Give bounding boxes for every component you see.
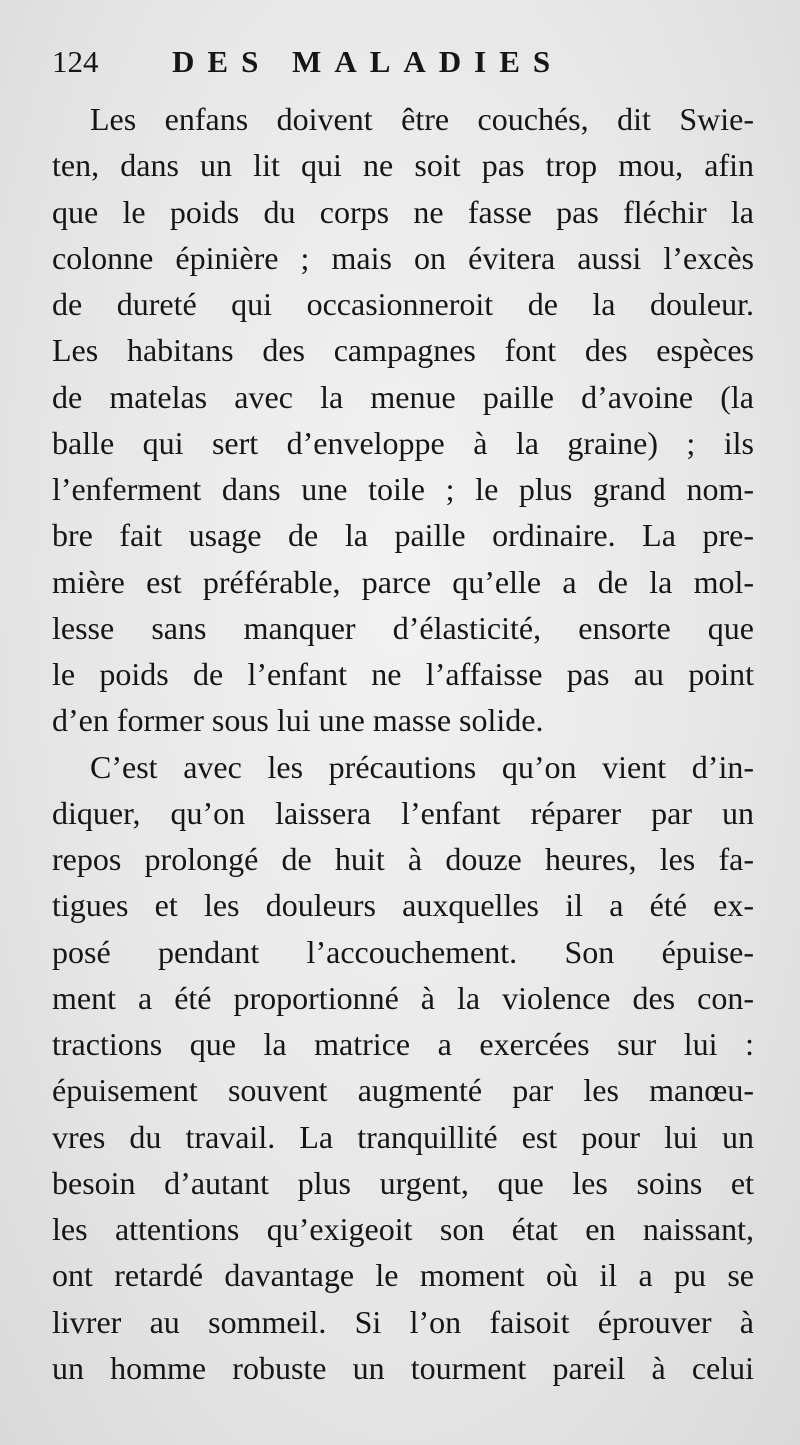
text-line: Les habitans des campagnes font des espèces	[52, 332, 754, 369]
text-line: d’en former sous lui une masse solide.	[52, 702, 544, 739]
text-line: ont retardé davantage le moment où il a pu se	[52, 1257, 754, 1294]
text-line: C’est avec les précautions qu’on vient d’in-	[90, 748, 754, 785]
text-line: tigues et les douleurs auxquelles il a été ex-	[52, 887, 754, 924]
text-line: mière est préférable, parce qu’elle a de la mol-	[52, 563, 754, 600]
text-line: que le poids du corps ne fasse pas fléchir la	[52, 193, 754, 230]
text-line: besoin d’autant plus urgent, que les soins et	[52, 1164, 754, 1201]
text-line: colonne épinière ; mais on évitera aussi l’excès	[52, 239, 754, 276]
text-line: posé pendant l’accouchement. Son épuise-	[52, 933, 754, 970]
text-line: épuisement souvent augmenté par les manœu-	[52, 1072, 754, 1109]
text-line: Les enfans doivent être couchés, dit Swie-	[90, 101, 754, 137]
text-line: les attentions qu’exigeoit son état en naissant,	[52, 1211, 754, 1247]
running-title: DES MALADIES	[172, 44, 564, 79]
running-head	[52, 40, 752, 84]
text-line: livrer au sommeil. Si l’on faisoit éprouver à	[52, 1303, 754, 1340]
text-line: de dureté qui occasionneroit de la douleur.	[52, 286, 754, 322]
page-number: 124	[52, 44, 99, 79]
text-line: bre fait usage de la paille ordinaire. La pre-	[52, 517, 754, 554]
text-line: vres du travail. La tranquillité est pour lui un	[52, 1118, 754, 1155]
text-line: un homme robuste un tourment pareil à celui	[52, 1349, 754, 1386]
text-line: ten, dans un lit qui ne soit pas trop mou, afin	[52, 147, 754, 184]
text-line: de matelas avec la menue paille d’avoine (la	[52, 378, 754, 415]
text-line: repos prolongé de huit à douze heures, les fa-	[52, 841, 754, 877]
body-text	[52, 96, 754, 1391]
text-line: balle qui sert d’enveloppe à la graine) ; ils	[52, 424, 754, 461]
text-line: ment a été proportionné à la violence des con-	[52, 979, 754, 1016]
text-line: l’enferment dans une toile ; le plus grand nom-	[52, 471, 754, 507]
text-line: le poids de l’enfant ne l’affaisse pas au point	[52, 656, 754, 692]
text-line: lesse sans manquer d’élasticité, ensorte que	[52, 609, 754, 646]
text-line: tractions que la matrice a exercées sur lui :	[52, 1026, 754, 1062]
text-line: diquer, qu’on laissera l’enfant réparer par un	[52, 794, 754, 831]
